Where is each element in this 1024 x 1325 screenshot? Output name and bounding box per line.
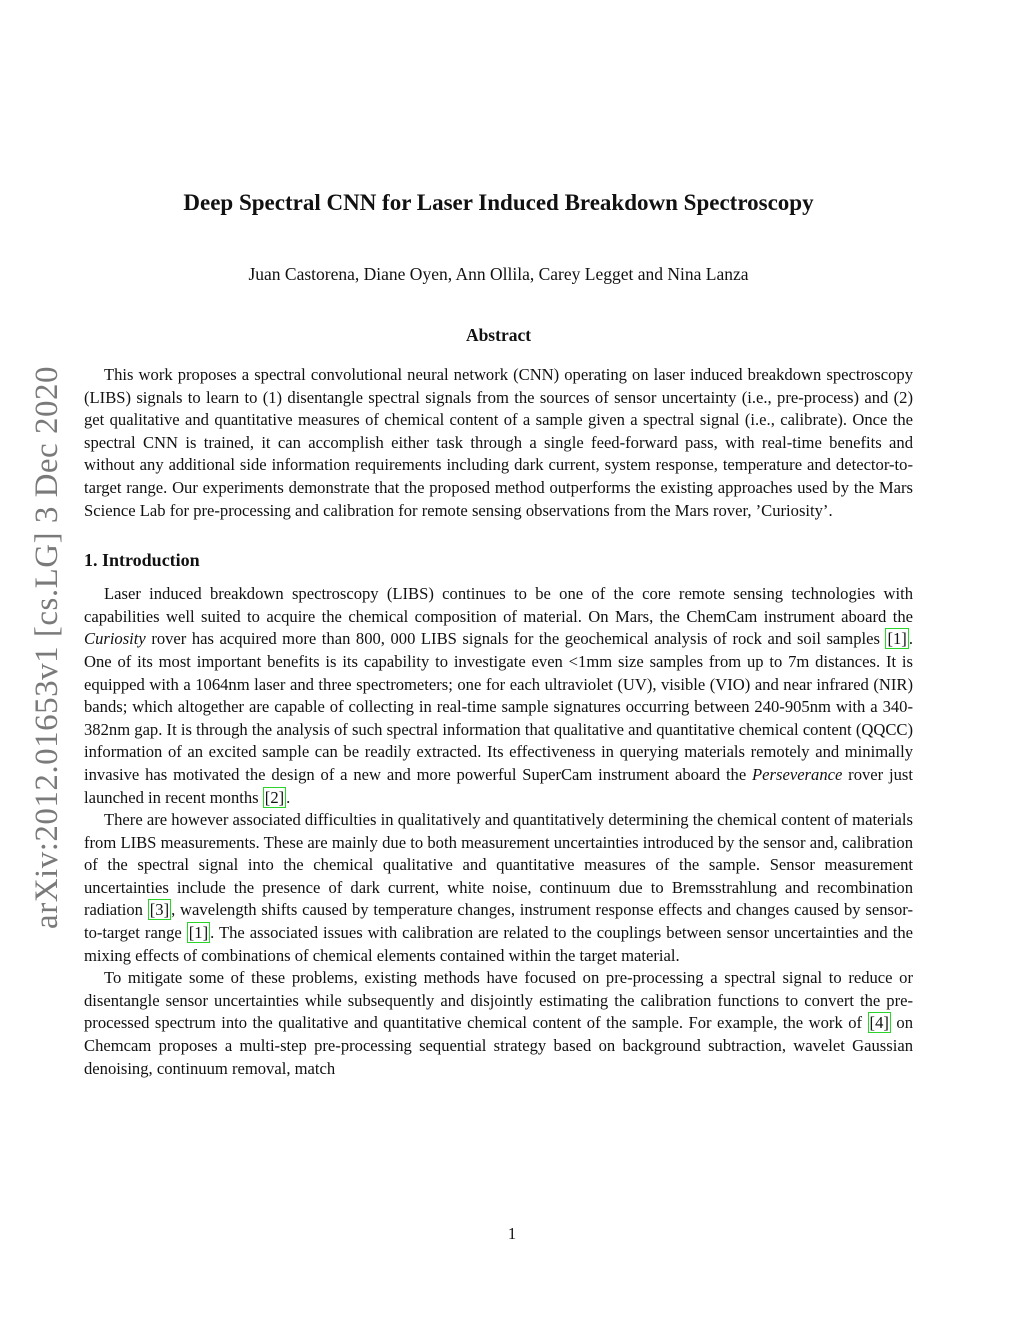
section-heading-introduction: 1. Introduction — [84, 550, 200, 571]
citation-link[interactable]: [4] — [869, 1013, 889, 1033]
citation-link[interactable]: [3] — [149, 900, 170, 920]
intro-p1-text-d: rover just launched in recent months — [84, 764, 913, 807]
arxiv-stamp-text: arXiv:2012.01653v1 [cs.LG] 3 Dec 2020 — [28, 366, 65, 929]
author-list: Juan Castorena, Diane Oyen, Ann Ollila, Carey Legget and Nina Lanza — [248, 264, 749, 284]
intro-paragraph-1 — [84, 583, 913, 809]
citation-link[interactable]: [2] — [264, 787, 285, 807]
citation-link[interactable]: [1] — [188, 923, 209, 943]
intro-p2-text-a: There are however associated difficulties in qualitatively and quantitatively determining the chemical content of materials from LIBS measurements. These are mainly due to both measurement uncertainties introduced by the sensor and, calibration of the spectral signal into the chemical qualitative and quantitative measures of the sample. Sensor measurement uncertainties include the presence of dark current, white noise, continuum due to Bremsstrahlung and recombination radiation — [84, 810, 913, 920]
intro-p1-text-e: . — [286, 787, 291, 807]
intro-p1-emphasis-perseverance: Perseverance — [752, 764, 843, 784]
intro-p2-text-b: , wavelength shifts caused by temperature changes, instrument response effects and changes caused by sensor-to-target range — [84, 900, 913, 943]
arxiv-identifier-stamp — [16, 365, 78, 930]
intro-p1-text-c: . One of its most important benefits is its capability to investigate even <1mm size samples from up to 7m distances. It is equipped with a 1064nm laser and three spectrometers; one for each ultraviolet (UV), visible (VIO) and near infrared (NIR) bands; which altogether are capable of collecting in real-time sample signatures occurring between 240-905nm with a 340-382nm gap. It is through the analysis of such spectral information that qualitative and quantitative chemical content (QQCC) information of an excited sample can be readily extracted. Its effectiveness in querying materials remotely and minimally invasive has motivated the design of a new and more powerful SuperCam instrument aboard the — [84, 629, 913, 784]
intro-p3-text-a: To mitigate some of these problems, existing methods have focused on pre-processing a spectral signal to reduce or disentangle sensor uncertainties while subsequently and disjointly estimating the calibration functions to convert the pre-processed spectrum into the qualitative and quantitative chemical content of the sample. For example, the work of — [84, 968, 913, 1033]
abstract-heading: Abstract — [465, 325, 532, 345]
intro-p3-text-b: on Chemcam proposes a multi-step pre-processing sequential strategy based on background subtraction, wavelet Gaussian denoising, continuum removal, match — [84, 1013, 913, 1078]
intro-p2-text-c: . The associated issues with calibration are related to the couplings between sensor uncertainties and the mixing effects of combinations of chemical elements contained within the target material. — [84, 923, 913, 965]
citation-link[interactable]: [1] — [887, 629, 907, 649]
page-number: 1 — [507, 1224, 517, 1243]
intro-p1-text-b: rover has acquired more than 800, 000 LIBS signals for the geochemical analysis of rock and soil samples — [145, 629, 886, 649]
intro-p1-emphasis-curiosity: Curiosity — [84, 629, 146, 649]
paper-title: Deep Spectral CNN for Laser Induced Breakdown Spectroscopy — [183, 190, 814, 215]
intro-paragraph-3 — [84, 967, 913, 1080]
paper-content — [84, 190, 913, 1080]
abstract-text: This work proposes a spectral convolutional neural network (CNN) operating on laser induced breakdown spectroscopy (LIBS) signals to learn to (1) disentangle spectral signals from the sources of sensor uncertainty (i.e., pre-process) and (2) get qualitative and quantitative measures of chemical content of a sample given a spectral signal (i.e., calibrate). Once the spectral CNN is trained, it can accomplish either task through a single feed-forward pass, with real-time benefits and without any additional side information requirements including dark current, system response, temperature and detector-to-target range. Our experiments demonstrate that the proposed method outperforms the existing approaches used by the Mars Science Lab for pre-processing and calibration for remote sensing observations from the Mars rover, ’Curiosity’. — [84, 365, 913, 520]
intro-paragraph-2 — [84, 809, 913, 967]
intro-p1-text-a: Laser induced breakdown spectroscopy (LIBS) continues to be one of the core remote sensing technologies with capabilities well suited to acquire the chemical composition of material. On Mars, the ChemCam instrument aboard the — [84, 584, 913, 626]
